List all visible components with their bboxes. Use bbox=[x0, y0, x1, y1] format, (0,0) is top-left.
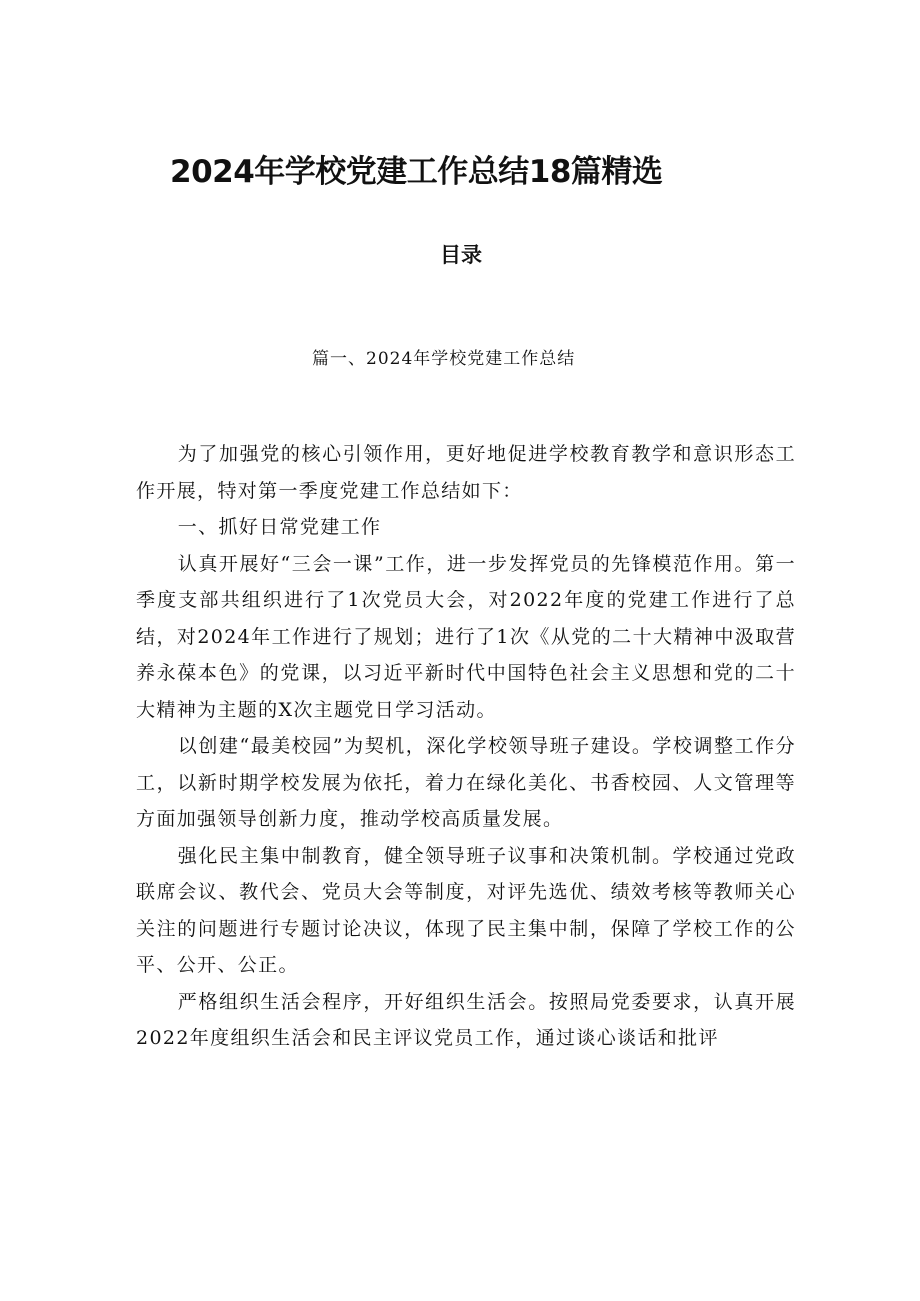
body-paragraph: 严格组织生活会程序，开好组织生活会。按照局党委要求，认真开展2022年度组织生活会和民主评议党员工作，通过谈心谈话和批评 bbox=[136, 990, 796, 1049]
toc-entry-1[interactable]: 篇一、2024年学校党建工作总结 bbox=[312, 349, 576, 369]
body-paragraph: 强化民主集中制教育，健全领导班子议事和决策机制。学校通过党政联席会议、教代会、党员大会等制度，对评先选优、绩效考核等教师关心关注的问题进行专题讨论决议，体现了民主集中制，保障了学校工作的公平、公开、公正。 bbox=[136, 844, 796, 976]
toc-heading: 目录 bbox=[440, 243, 482, 267]
body-text bbox=[136, 436, 796, 1057]
body-paragraph: 认真开展好“三会一课”工作，进一步发挥党员的先锋模范作用。第一季度支部共组织进行了1次党员大会，对2022年度的党建工作进行了总结，对2024年工作进行了规划；进行了1次《从党的二十大精神中汲取营养永葆本色》的党课，以习近平新时代中国特色社会主义思想和党的二十大精神为主题的X次主题党日学习活动。 bbox=[136, 552, 796, 721]
document-title: 2024年学校党建工作总结18篇精选 bbox=[170, 154, 663, 190]
intro-paragraph: 为了加强党的核心引领作用，更好地促进学校教育教学和意识形态工作开展，特对第一季度党建工作总结如下： bbox=[136, 443, 796, 502]
section-heading-1: 一、抓好日常党建工作 bbox=[177, 516, 382, 538]
body-paragraph: 以创建“最美校园”为契机，深化学校领导班子建设。学校调整工作分工，以新时期学校发展为依托，着力在绿化美化、书香校园、人文管理等方面加强领导创新力度，推动学校高质量发展。 bbox=[136, 735, 796, 830]
